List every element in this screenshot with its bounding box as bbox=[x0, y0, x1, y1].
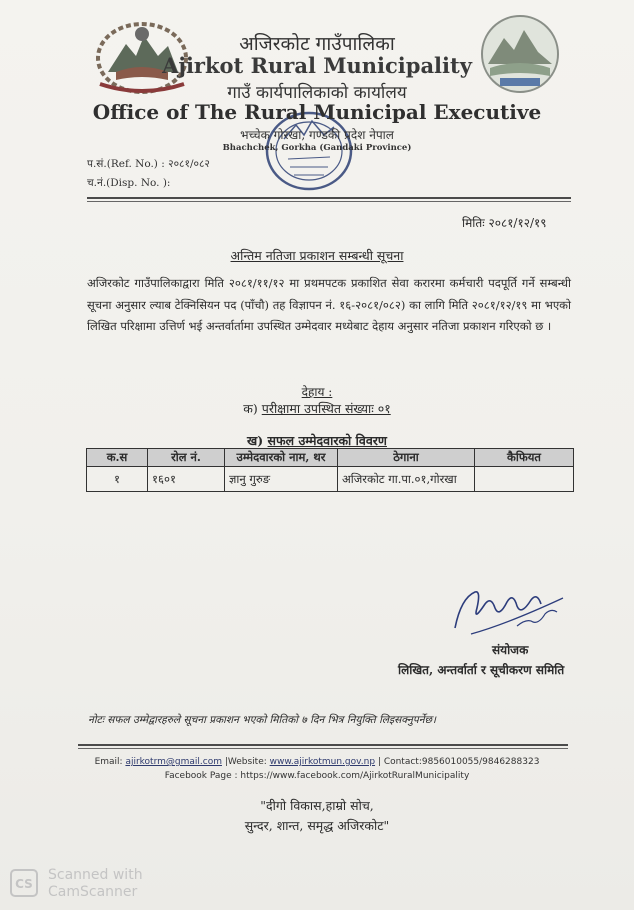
email-label: Email: bbox=[94, 757, 126, 767]
footer-divider-thin bbox=[78, 748, 568, 749]
footer-divider bbox=[78, 744, 568, 746]
watermark-line-2: CamScanner bbox=[48, 884, 138, 900]
header-divider bbox=[87, 197, 571, 199]
svg-text:CS: CS bbox=[15, 877, 33, 891]
slogan-line-1: "दीगो विकास,हाम्रो सोच, bbox=[260, 798, 374, 813]
contact-line bbox=[0, 757, 634, 767]
candidates-appeared-line bbox=[0, 400, 634, 417]
website-label: |Website: bbox=[221, 757, 270, 767]
watermark-line-1: Scanned with bbox=[48, 867, 143, 883]
cell-serial: १ bbox=[87, 467, 148, 492]
reference-number: प.सं.(Ref. No.) : २०८१/०८२ bbox=[87, 158, 210, 170]
successful-candidates-heading bbox=[0, 432, 634, 449]
address-english: Bhachchek, Gorkha (Gandaki Province) bbox=[222, 143, 412, 153]
notice-date: मितिः २०८१/१२/१९ bbox=[462, 216, 547, 230]
results-table-header bbox=[87, 449, 574, 467]
cell-address: अजिरकोट गा.पा.०१,गोरखा bbox=[338, 467, 475, 492]
website-link[interactable]: www.ajirkotmun.gov.np bbox=[269, 757, 376, 767]
column-header-remarks: कैफियत bbox=[475, 449, 574, 467]
signatory-title: संयोजक bbox=[492, 643, 529, 657]
municipality-name-english: Ajirkot Rural Municipality bbox=[162, 53, 472, 78]
dehaya-heading: देहाय : bbox=[301, 385, 333, 399]
column-header-serial: क.स bbox=[87, 449, 148, 467]
footnote: नोटः सफल उम्मेद्वारहरुले सूचना प्रकाशन भएको मितिको ७ दिन भित्र नियुक्ति लिइसक्नुपर्नेछ। bbox=[88, 714, 436, 726]
office-name-english: Office of The Rural Municipal Executive bbox=[92, 100, 542, 124]
cell-roll: १६०१ bbox=[148, 467, 225, 492]
results-table bbox=[86, 448, 574, 492]
cell-remarks bbox=[475, 467, 574, 492]
column-header-address: ठेगाना bbox=[338, 449, 475, 467]
ka-prefix: क) bbox=[243, 401, 258, 416]
notice-subject: अन्तिम नतिजा प्रकाशन सम्बन्धी सूचना bbox=[230, 248, 404, 263]
contact-numbers: | Contact:9856010055/9846288323 bbox=[375, 757, 540, 767]
facebook-page-line: Facebook Page : https://www.facebook.com/AjirkotRuralMunicipality bbox=[164, 771, 470, 781]
slogan-line-2: सुन्दर, शान्त, समृद्ध अजिरकोट" bbox=[244, 818, 390, 833]
header-divider-thin bbox=[87, 201, 571, 202]
candidates-appeared-text: परीक्षामा उपस्थित संख्याः ०१ bbox=[261, 401, 391, 416]
email-link[interactable]: ajirkotrm@gmail.com bbox=[125, 757, 222, 767]
handwritten-signature bbox=[447, 578, 569, 640]
dispatch-number: च.नं.(Disp. No. ): bbox=[87, 177, 171, 189]
address-nepali: भच्चेक गोरखा, गण्डकी प्रदेश नेपाल bbox=[240, 128, 394, 142]
municipality-name-nepali: अजिरकोट गाउँपालिका bbox=[239, 33, 395, 55]
camscanner-logo-icon bbox=[10, 869, 38, 897]
column-header-roll: रोल नं. bbox=[148, 449, 225, 467]
column-header-name: उम्मेदवारको नाम, थर bbox=[225, 449, 338, 467]
office-name-nepali: गाउँ कार्यपालिकाको कार्यालय bbox=[227, 83, 407, 103]
kha-prefix: ख) bbox=[247, 433, 264, 448]
successful-candidates-text: सफल उम्मेदवारको विवरण bbox=[267, 433, 387, 448]
cell-name: ज्ञानु गुरुङ bbox=[225, 467, 338, 492]
table-row bbox=[87, 467, 574, 492]
committee-name: लिखित, अन्तर्वार्ता र सूचीकरण समिति bbox=[398, 663, 565, 677]
notice-body: अजिरकोट गाउँपालिकाद्वारा मिति २०८१/११/१२ मा प्रथमपटक प्रकाशित सेवा करारमा कर्मचारी पदपूर्ति गर्ने सम्बन्धी सूचना अनुसार ल्याब टेक्निसियन पद (पाँचौ) तह विज्ञापन नं. १६-२०८१/०८२) का लागि मिति २०८१/१२/१९ मा भएको लिखित परिक्षामा उत्तिर्ण भई अन्तर्वार्तामा उपस्थित उम्मेदवार मध्येबाट देहाय अनुसार नतिजा प्रकाशन गरिएको छ । bbox=[87, 276, 571, 333]
